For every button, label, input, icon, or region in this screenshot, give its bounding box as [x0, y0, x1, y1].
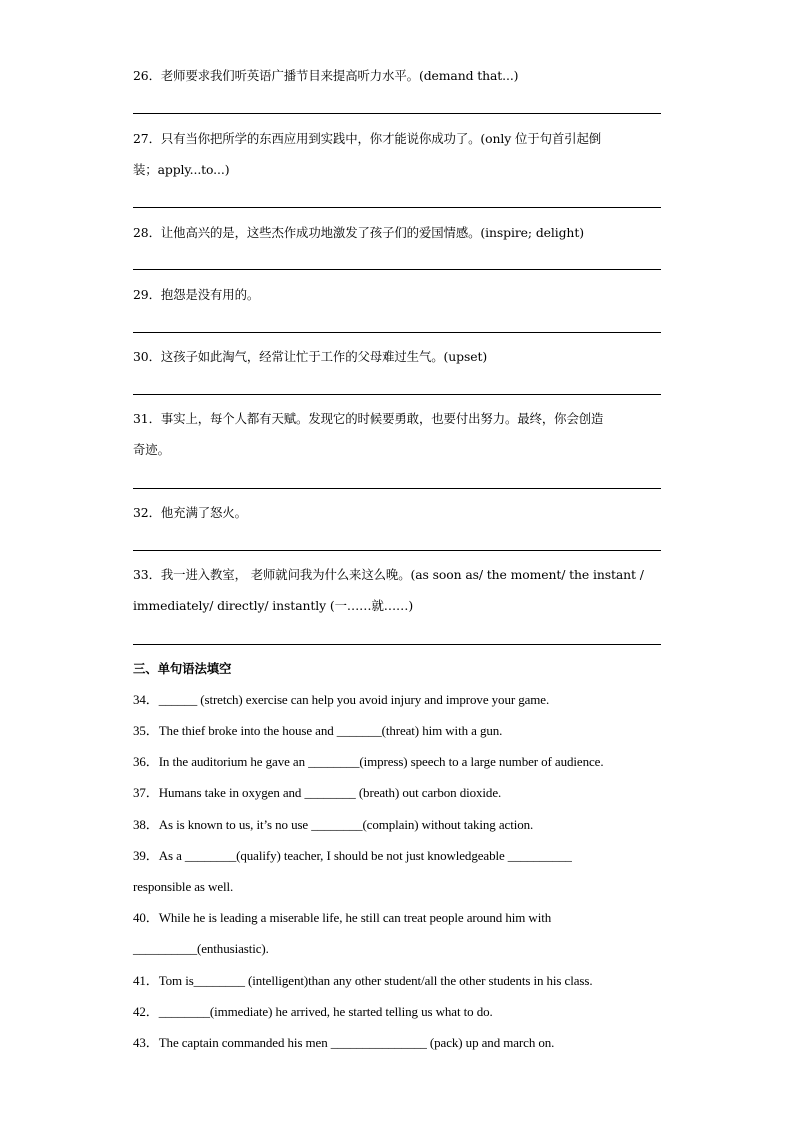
question-33-cont: immediately/ directly/ instantly (一……就……): [133, 598, 414, 613]
question-41: 41．Tom is________ (intelligent)than any other student/all the other students in his class.: [133, 973, 593, 988]
question-35: 35．The thief broke into the house and _______(threat) him with a gun.: [133, 723, 503, 738]
answer-line-28: [133, 269, 661, 270]
question-42: 42．________(immediate) he arrived, he started telling us what to do.: [133, 1004, 493, 1019]
answer-line-27: [133, 207, 661, 208]
question-39: 39．As a ________(qualify) teacher, I should be not just knowledgeable __________: [133, 848, 572, 863]
answer-line-31: [133, 488, 661, 489]
question-26: 26．老师要求我们听英语广播节目来提高听力水平。(demand that...): [133, 68, 519, 83]
answer-line-33: [133, 644, 661, 645]
question-29: 29．抱怨是没有用的。: [133, 287, 260, 302]
answer-line-26: [133, 113, 661, 114]
question-30: 30．这孩子如此淘气，经常让忙于工作的父母难过生气。(upset): [133, 349, 488, 364]
question-36: 36．In the auditorium he gave an ________(impress) speech to a large number of audience.: [133, 754, 604, 769]
section-heading: 三、单句语法填空: [133, 661, 232, 676]
question-38: 38．As is known to us, it’s no use ________(complain) without taking action.: [133, 817, 534, 832]
question-33: 33．我一进入教室， 老师就问我为什么来这么晚。(as soon as/ the moment/ the instant /: [133, 567, 644, 582]
question-40-cont: __________(enthusiastic).: [133, 941, 269, 956]
question-31: 31．事实上，每个人都有天赋。发现它的时候要勇敢，也要付出努力。最终，你会创造: [133, 411, 604, 426]
question-27-cont: 装；apply...to...): [133, 162, 230, 177]
question-31-cont: 奇迹。: [133, 442, 170, 457]
question-39-cont: responsible as well.: [133, 879, 234, 894]
question-27: 27．只有当你把所学的东西应用到实践中，你才能说你成功了。(only 位于句首引起倒: [133, 131, 602, 146]
question-43: 43．The captain commanded his men _______________ (pack) up and march on.: [133, 1035, 555, 1050]
answer-line-30: [133, 394, 661, 395]
answer-line-29: [133, 332, 661, 333]
question-28: 28．让他高兴的是，这些杰作成功地激发了孩子们的爱国情感。(inspire; delight): [133, 225, 584, 240]
question-32: 32．他充满了怒火。: [133, 505, 247, 520]
question-37: 37．Humans take in oxygen and ________ (breath) out carbon dioxide.: [133, 785, 502, 800]
question-40: 40．While he is leading a miserable life, he still can treat people around him with: [133, 910, 552, 925]
answer-line-32: [133, 550, 661, 551]
question-34: 34．______ (stretch) exercise can help you avoid injury and improve your game.: [133, 692, 550, 707]
